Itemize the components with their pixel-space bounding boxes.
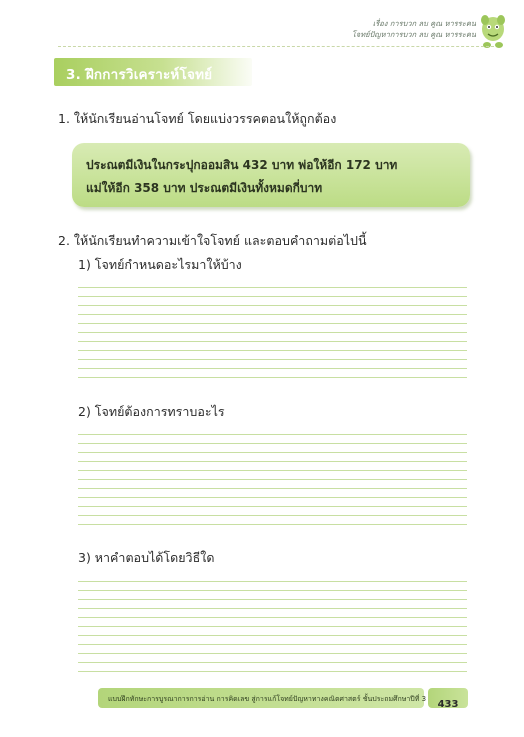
header-line-1: เรื่อง การบวก ลบ คูณ หารระคน xyxy=(372,19,476,28)
running-header xyxy=(176,18,476,40)
mascot-icon xyxy=(476,12,510,50)
answer-lines-1[interactable] xyxy=(78,279,467,378)
header-divider xyxy=(58,46,494,47)
page-number: 433 xyxy=(437,699,459,710)
footer-banner xyxy=(98,688,427,708)
problem-line-2: แม่ให้อีก 358 บาท ประณตมีเงินทั้งหมดกี่บาท xyxy=(86,181,323,195)
answer-lines-2[interactable] xyxy=(78,426,467,525)
header-line-2: โจทย์ปัญหาการบวก ลบ คูณ หารระคน xyxy=(351,30,476,39)
problem-box xyxy=(72,143,470,207)
section-title-banner xyxy=(54,58,252,86)
question-2: 2. ให้นักเรียนทำความเข้าใจโจทย์ และตอบคำถามต่อไปนี้ xyxy=(58,233,367,248)
question-1: 1. ให้นักเรียนอ่านโจทย์ โดยแบ่งวรรคตอนให้ถูกต้อง xyxy=(58,111,337,126)
footer-text: แบบฝึกทักษะการบูรณาการการอ่าน การคิดเลข สู่การแก้โจทย์ปัญหาทางคณิตศาสตร์ ชั้นประถมศึกษาปีที่ 3 xyxy=(108,695,427,703)
problem-line-1: ประณตมีเงินในกระปุกออมสิน 432 บาท พ่อให้อีก 172 บาท xyxy=(86,158,398,172)
sub-question-2: 2) โจทย์ต้องการทราบอะไร xyxy=(78,404,225,419)
sub-question-3: 3) หาคำตอบได้โดยวิธีใด xyxy=(78,550,215,565)
section-title: 3. ฝึกการวิเคราะห์โจทย์ xyxy=(66,67,213,83)
page-number-badge xyxy=(428,688,468,708)
answer-lines-3[interactable] xyxy=(78,573,467,672)
sub-question-1: 1) โจทย์กำหนดอะไรมาให้บ้าง xyxy=(78,257,242,272)
